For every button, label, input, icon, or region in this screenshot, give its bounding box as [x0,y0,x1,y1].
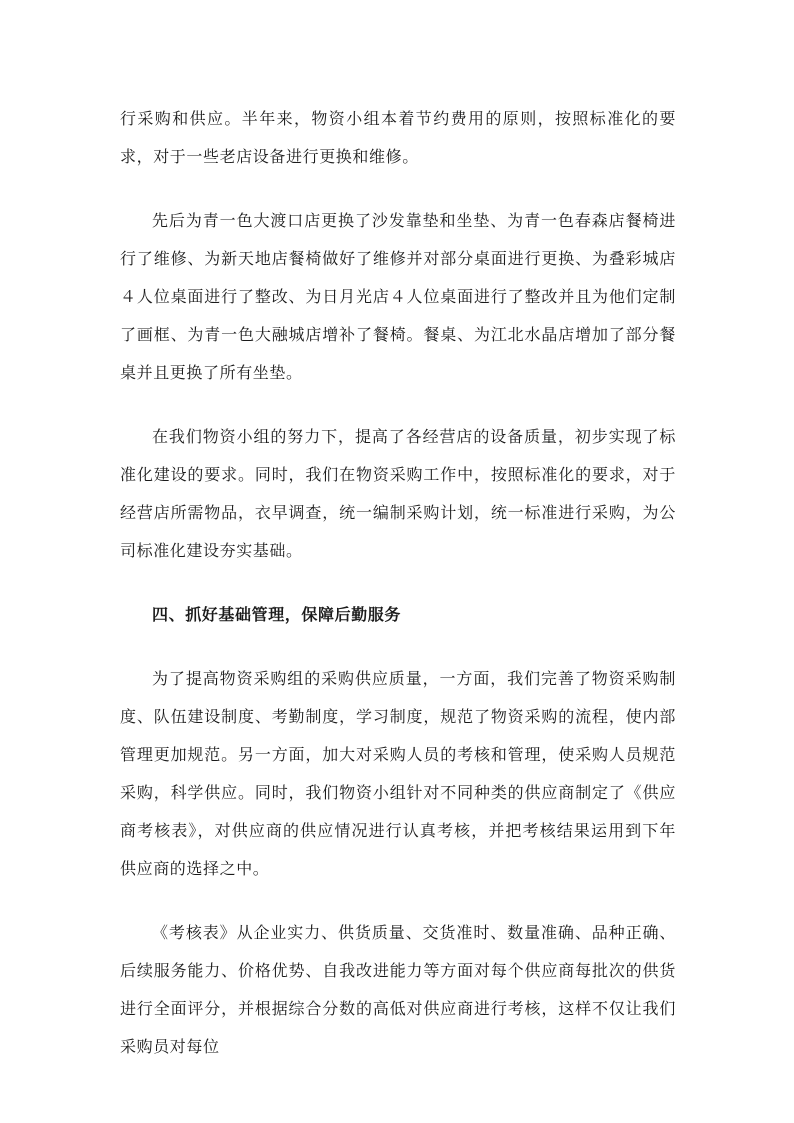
section-heading: 四、抓好基础管理，保障后勤服务 [152,605,402,624]
paragraph-2: 先后为青一色大渡口店更换了沙发靠垫和坐垫、为青一色春森店餐椅进行了维修、为新天地店餐椅做好了维修并对部分桌面进行更换、为叠彩城店４人位桌面进行了整改、为日月光店４人位桌面进行了整改并且为他们定制了画框、为青一色大融城店增补了餐椅。餐桌、为江北水晶店增加了部分餐桌并且更换了所有坐垫。 [120,211,676,382]
paragraph-5: 《考核表》从企业实力、供货质量、交货准时、数量准确、品种正确、后续服务能力、价格优势、自我改进能力等方面对每个供应商每批次的供货进行全面评分，并根据综合分数的高低对供应商进行考核，这样不仅让我们采购员对每位 [120,923,676,1056]
paragraph-4: 为了提高物资采购组的采购供应质量，一方面，我们完善了物资采购制度、队伍建设制度、考勤制度，学习制度，规范了物资采购的流程，使内部管理更加规范。另一方面，加大对采购人员的考核和管理，使采购人员规范采购，科学供应。同时，我们物资小组针对不同种类的供应商制定了《供应商考核表》，对供应商的供应情况进行认真考核，并把考核结果运用到下年供应商的选择之中。 [120,669,676,878]
paragraph-3: 在我们物资小组的努力下，提高了各经营店的设备质量，初步实现了标准化建设的要求。同时，我们在物资采购工作中，按照标准化的要求，对于经营店所需物品，衣早调查，统一编制采购计划，统一标准进行采购，为公司标准化建设夯实基础。 [120,427,676,560]
document-body [120,100,676,1066]
paragraph-1: 行采购和供应。半年来，物资小组本着节约费用的原则，按照标准化的要求，对于一些老店设备进行更换和维修。 [120,109,676,166]
